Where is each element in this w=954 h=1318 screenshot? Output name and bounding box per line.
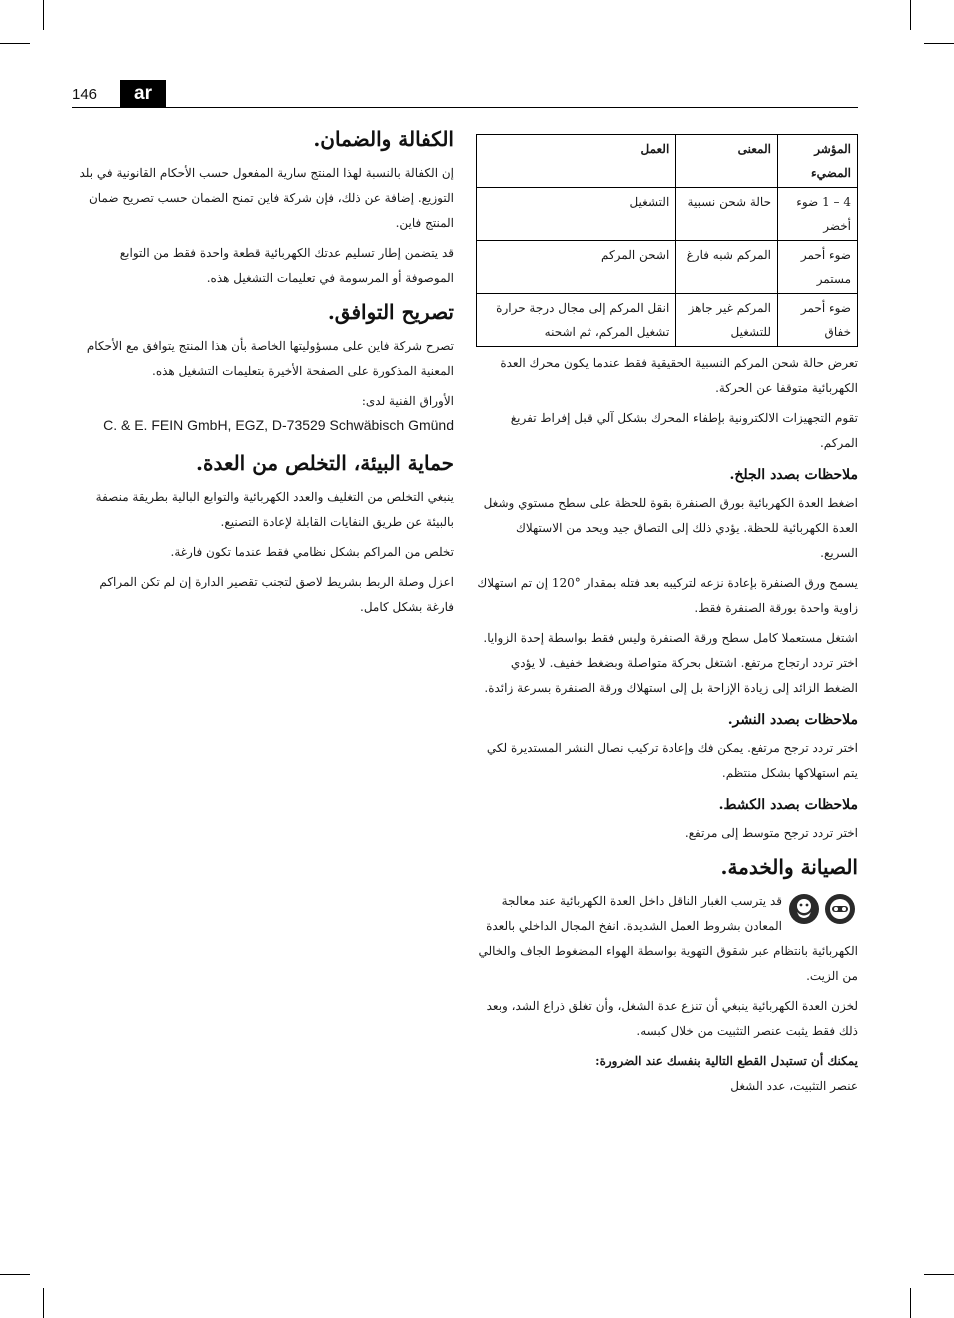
right-column — [476, 134, 858, 1104]
paragraph-environment-2: تخلص من المراكم بشكل نظامي فقط عندما تكون فارغة. — [170, 545, 454, 559]
table-cell: انقل المركم إلى مجال درجة حرارة تشغيل المركم، ثم اشحنه — [477, 294, 676, 347]
crop-mark — [910, 0, 911, 30]
paragraph-table-note-1: تعرض حالة شحن المركم النسبية الحقيقية فقط عندما يكون محرك العدة الكهربائية متوقفا عن الحركة. — [500, 356, 858, 395]
safety-goggles-icon — [824, 893, 856, 927]
table-row — [477, 188, 858, 241]
page-number: 146 — [72, 86, 98, 103]
crop-mark — [43, 1288, 44, 1318]
manufacturer-address: C. & E. FEIN GmbH, EGZ, D-73529 Schwäbisch Gmünd — [103, 417, 454, 433]
heading-maintenance: الصيانة والخدمة. — [720, 855, 858, 879]
technical-documents-label: الأوراق الفنية لدى: — [361, 394, 454, 408]
paragraph-sanding-3: اشتغل مستعملا كامل سطح ورقة الصنفرة وليس فقط بواسطة إحدة الزوايا. اختر تردد ارتجاج مرتفع. اشتغل بحركة متواصلة وبضغط خفيف. لا يؤدي الضغط الزائد إلى زيادة الإزاحة بل إلى استهلاك ورقة الصنفرة بسرعة زائدة. — [483, 631, 858, 695]
heading-scraping: ملاحظات بصدد الكشط. — [718, 797, 858, 813]
paragraph-maintenance-1: قد يترسب الغبار الناقل داخل العدة الكهربائية عند معالجة المعادن بشروط العمل الشديدة. انفخ المجال الداخلي بالعدة الكهربائية بانتظام عبر شقوق التهوية بواسطة الهواء المضغوط الجاف والخالي من الزيت. — [478, 894, 858, 983]
heading-conformity: تصريح التوافق. — [327, 300, 454, 324]
protective-icons — [788, 893, 858, 927]
crop-mark — [43, 0, 44, 30]
paragraph-warranty-2: قد يتضمن إطار تسليم عدتك الكهربائية قطعة واحدة فقط من التوابع الموصوفة أو المرسومة في تعليمات التشغيل هذه. — [119, 246, 454, 285]
heading-environment: حماية البيئة، التخلص من العدة. — [196, 451, 454, 475]
crop-mark — [924, 43, 954, 44]
heading-sanding: ملاحظات بصدد الجلخ. — [729, 467, 858, 483]
left-column — [72, 118, 454, 625]
table-cell: المركم شبه فارغ — [676, 241, 778, 294]
table-cell: 4 – 1 ضوء أخضر — [777, 188, 857, 241]
paragraph-environment-3: اعزل وصلة الربط بشريط لاصق لتجنب تقصير الدارة إن لم تكن المراكم فارغة بشكل كامل. — [99, 575, 454, 614]
table-cell: ضوء أحمر خفاق — [777, 294, 857, 347]
heading-warranty: الكفالة والضمان. — [313, 127, 454, 151]
header-rule — [72, 107, 858, 108]
crop-mark — [910, 1288, 911, 1318]
table-cell: التشغيل — [477, 188, 676, 241]
crop-mark — [0, 1274, 30, 1275]
replaceable-parts-list: عنصر التثبيت، عدد الشغل — [730, 1079, 858, 1093]
language-tab: ar — [120, 80, 166, 107]
paragraph-maintenance-2: لخزن العدة الكهربائية ينبغي أن تنزع عدة الشغل، وأن تغلق ذراع الشد، وبعد ذلك فقط يثبت عنصر التثبيت من خلال كبسه. — [486, 999, 858, 1038]
crop-mark — [924, 1274, 954, 1275]
table-row — [477, 294, 858, 347]
table-cell: حالة شحن نسبية — [676, 188, 778, 241]
paragraph-sanding-1: اضغط العدة الكهربائية بورق الصنفرة بقوة للحظة على سطح مستوي وشغل العدة الكهربائية للحظة. يؤدي ذلك إلى التصاق جيد ويحد من الاستهلاك السريع. — [483, 496, 858, 560]
paragraph-sanding-2: يسمح ورق الصنفرة بإعادة نزعه لتركيبه بعد فتله بمقدار °120 إن تم استهلاك زاوية واحدة بورقة الصنفرة فقط. — [477, 576, 858, 615]
table-row — [477, 241, 858, 294]
paragraph-warranty-1: إن الكفالة بالنسبة لهذا المنتج سارية المفعول حسب الأحكام القانونية في بلد التوزيع. إضافة عن ذلك، فإن شركة فاين تمنح الضمان حسب تصريح ضمان المنتج فاين. — [79, 166, 454, 230]
heading-sawing: ملاحظات بصدد النشر. — [727, 712, 858, 728]
table-cell: المركم غير جاهز للتشغيل — [676, 294, 778, 347]
paragraph-environment-1: ينبغي التخلص من التغليف والعدد الكهربائية والتوابع البالية بطريقة منصفة بالبيئة عن طريق النفايات القابلة لإعادة التصنيع. — [95, 490, 454, 529]
table-header: العمل — [477, 135, 676, 188]
indicator-table — [476, 134, 858, 347]
table-cell: اشحن المركم — [477, 241, 676, 294]
table-header: المعنى — [676, 135, 778, 188]
paragraph-conformity: تصرح شركة فاين على مسؤوليتها الخاصة بأن هذا المنتج يتوافق مع الأحكام المعنية المذكورة على الصفحة الأخيرة بتعليمات التشغيل هذه. — [86, 339, 454, 378]
crop-mark — [0, 43, 30, 44]
paragraph-table-note-2: تقوم التجهيزات الالكترونية بإطفاء المحرك بشكل آلي قبل إفراط تفريغ المركم. — [510, 411, 858, 450]
paragraph-scraping: اختر تردد ترجح متوسط إلى مرتفع. — [684, 826, 858, 840]
table-header-row — [477, 135, 858, 188]
table-header: المؤشر المضيء — [777, 135, 857, 188]
replaceable-parts-heading: يمكنك أن تستبدل القطع التالية بنفسك عند الضرورة: — [595, 1054, 858, 1068]
paragraph-sawing: اختر تردد ترجح مرتفع. يمكن فك وإعادة تركيب نصال النشر المستديرة لكي يتم استهلاكها بشكل منتظم. — [486, 741, 858, 780]
maintenance-block — [476, 889, 858, 989]
table-cell: ضوء أحمر مستمر — [777, 241, 857, 294]
dust-mask-icon — [788, 893, 820, 927]
